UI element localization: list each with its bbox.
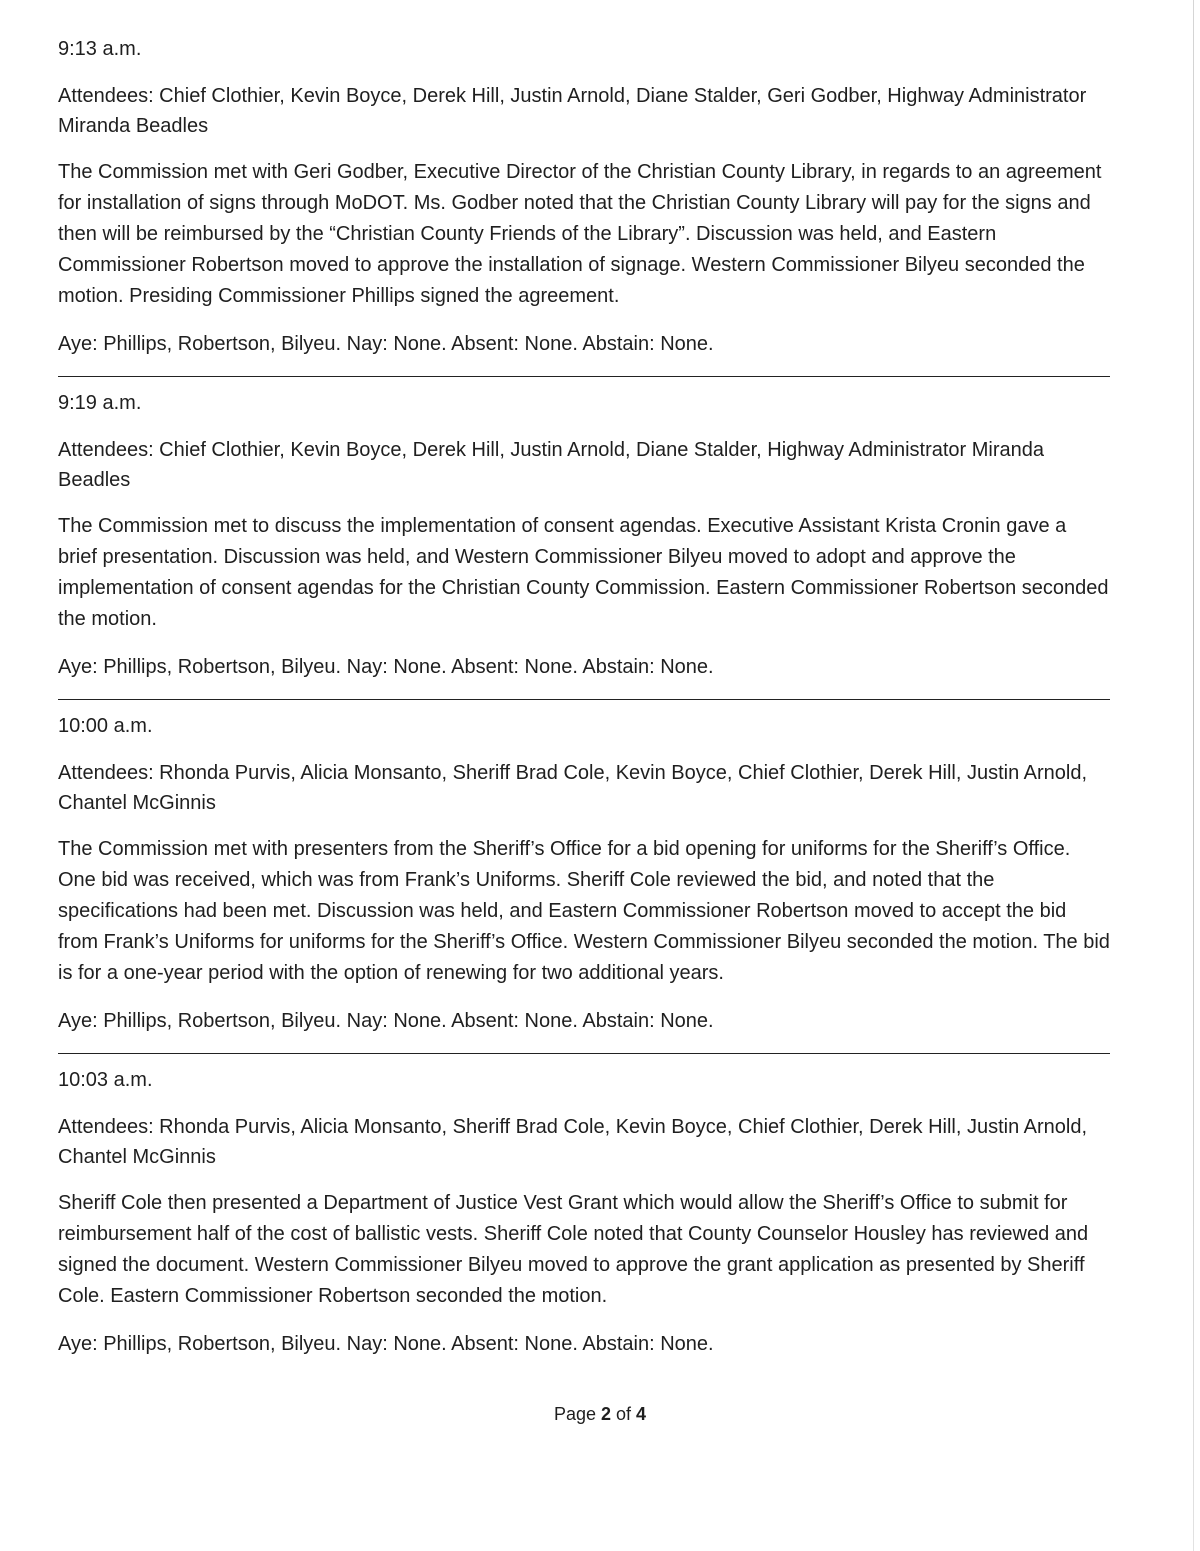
entry-time: 9:13 a.m. bbox=[58, 38, 142, 60]
minutes-entry bbox=[58, 711, 1110, 1036]
entry-attendees: Attendees: Rhonda Purvis, Alicia Monsanto, Sheriff Brad Cole, Kevin Boyce, Chief Clothier, Derek Hill, Justin Arnold, Chantel McGinnis bbox=[58, 762, 1088, 814]
section-divider bbox=[58, 376, 1110, 377]
minutes-entry bbox=[58, 1065, 1110, 1359]
page-label: Page bbox=[553, 1404, 601, 1424]
entry-vote: Aye: Phillips, Robertson, Bilyeu. Nay: None. Absent: None. Abstain: None. bbox=[58, 1333, 714, 1355]
entry-time: 9:19 a.m. bbox=[58, 392, 142, 414]
entry-attendees: Attendees: Rhonda Purvis, Alicia Monsanto, Sheriff Brad Cole, Kevin Boyce, Chief Clothier, Derek Hill, Justin Arnold, Chantel McGinnis bbox=[58, 1116, 1088, 1168]
total-pages: 4 bbox=[636, 1404, 647, 1424]
minutes-entry bbox=[58, 34, 1110, 359]
entry-body: The Commission met with presenters from the Sheriff’s Office for a bid opening for uniforms for the Sheriff’s Office. One bid was received, which was from Frank’s Uniforms. Sheriff Cole reviewed the bid, and noted that the specifications had been met. Discussion was held, and Eastern Commissioner Robertson moved to accept the bid from Frank’s Uniforms for uniforms for the Sheriff’s Office. Western Commissioner Bilyeu seconded the motion. The bid is for a one-year period with the option of renewing for two additional years. bbox=[58, 838, 1110, 984]
entry-vote: Aye: Phillips, Robertson, Bilyeu. Nay: None. Absent: None. Abstain: None. bbox=[58, 1010, 714, 1032]
minutes-page bbox=[58, 34, 1110, 1359]
entry-attendees: Attendees: Chief Clothier, Kevin Boyce, Derek Hill, Justin Arnold, Diane Stalder, Geri Godber, Highway Administrator Miranda Beadles bbox=[58, 85, 1087, 137]
entry-time: 10:03 a.m. bbox=[58, 1069, 153, 1091]
minutes-entry bbox=[58, 388, 1110, 682]
entry-attendees: Attendees: Chief Clothier, Kevin Boyce, Derek Hill, Justin Arnold, Diane Stalder, Highway Administrator Miranda Beadles bbox=[58, 439, 1045, 491]
entry-vote: Aye: Phillips, Robertson, Bilyeu. Nay: None. Absent: None. Abstain: None. bbox=[58, 656, 714, 678]
current-page: 2 bbox=[601, 1404, 612, 1424]
entry-body: The Commission met to discuss the implementation of consent agendas. Executive Assistant Krista Cronin gave a brief presentation. Discussion was held, and Western Commissioner Bilyeu moved to adopt and approve the implementation of consent agendas for the Christian County Commission. Eastern Commissioner Robertson seconded the motion. bbox=[58, 515, 1109, 630]
page-of-label: of bbox=[611, 1404, 637, 1424]
page-number bbox=[0, 1401, 1200, 1427]
section-divider bbox=[58, 699, 1110, 700]
section-divider bbox=[58, 1053, 1110, 1054]
entry-body: The Commission met with Geri Godber, Executive Director of the Christian County Library, in regards to an agreement for installation of signs through MoDOT. Ms. Godber noted that the Christian County Library will pay for the signs and then will be reimbursed by the “Christian County Friends of the Library”. Discussion was held, and Eastern Commissioner Robertson moved to approve the installation of signage. Western Commissioner Bilyeu seconded the motion. Presiding Commissioner Phillips signed the agreement. bbox=[58, 161, 1102, 307]
entry-body: Sheriff Cole then presented a Department of Justice Vest Grant which would allow the Sheriff’s Office to submit for reimbursement half of the cost of ballistic vests. Sheriff Cole noted that County Counselor Housley has reviewed and signed the document. Western Commissioner Bilyeu moved to approve the grant application as presented by Sheriff Cole. Eastern Commissioner Robertson seconded the motion. bbox=[58, 1192, 1089, 1307]
scan-edge bbox=[1193, 0, 1194, 1551]
entry-vote: Aye: Phillips, Robertson, Bilyeu. Nay: None. Absent: None. Abstain: None. bbox=[58, 333, 714, 355]
entry-time: 10:00 a.m. bbox=[58, 715, 153, 737]
